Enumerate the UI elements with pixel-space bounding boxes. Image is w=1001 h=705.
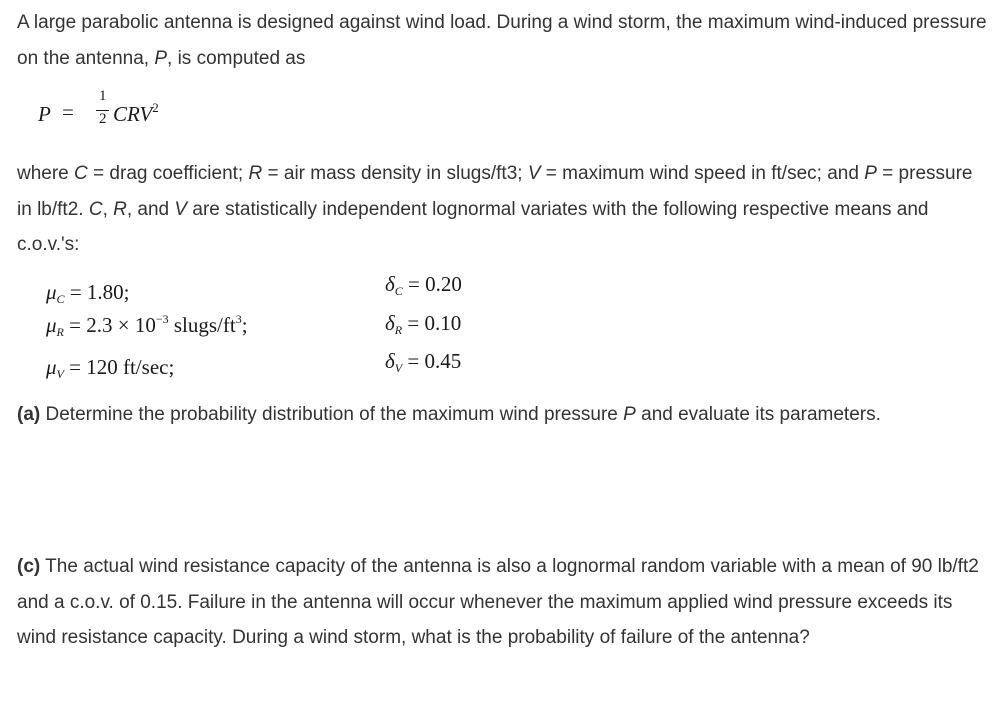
param-symbol: μ bbox=[46, 355, 57, 379]
param-subscript: V bbox=[394, 361, 403, 375]
definitions-var: C bbox=[74, 163, 88, 184]
param-symbol: δ bbox=[385, 311, 395, 335]
param-value: 1.80; bbox=[86, 280, 130, 304]
param-unit: slugs/ft bbox=[168, 313, 236, 337]
part-a-var-p: P bbox=[623, 404, 636, 425]
definitions-text: = air mass density in slugs/ft3; bbox=[262, 163, 528, 184]
param-value: 0.10 bbox=[424, 311, 462, 335]
param-value: 0.45 bbox=[424, 349, 462, 373]
formula-exponent: 2 bbox=[152, 100, 159, 115]
formula-numerator: 1 bbox=[99, 88, 107, 104]
part-a-label: (a) bbox=[17, 404, 41, 425]
param-value: 120 ft/sec; bbox=[86, 355, 175, 379]
definitions-text: , bbox=[102, 198, 114, 220]
param-terminator: ; bbox=[241, 313, 248, 337]
part-a-text-1: Determine the probability distribution of the maximum wind pressure bbox=[40, 404, 624, 425]
param-symbol: δ bbox=[385, 272, 395, 296]
definitions-var: R bbox=[113, 198, 127, 220]
param-equals: = bbox=[63, 355, 87, 379]
definitions-var: V bbox=[174, 198, 188, 220]
definitions-text: , and bbox=[126, 198, 175, 220]
param-exponent: −3 bbox=[155, 312, 169, 326]
param-equals: = bbox=[402, 272, 426, 296]
part-c-paragraph bbox=[17, 549, 987, 656]
intro-text-1: A large parabolic antenna is designed against wind load. During a wind storm, the maximum wind-induced pressure on the antenna, bbox=[17, 12, 987, 69]
param-mean-r bbox=[46, 313, 248, 338]
param-value: 0.20 bbox=[425, 272, 462, 296]
param-mean-c bbox=[46, 280, 130, 305]
definitions-var: C bbox=[88, 198, 103, 220]
param-cov-r bbox=[385, 311, 461, 336]
param-equals: = bbox=[63, 313, 87, 337]
formula-lhs: P bbox=[38, 102, 51, 126]
definitions-var: R bbox=[248, 163, 263, 184]
part-a-paragraph bbox=[17, 397, 987, 433]
part-c-text: The actual wind resistance capacity of the antenna is also a lognormal random variable with a mean of 90 lb/ft2 and a c.o.v. of 0.15. Failure in the antenna will occur whenever the maximum applied wind pressure exceeds its wind resistance capacity. During a wind storm, what is the probability of failure of the antenna? bbox=[17, 556, 979, 648]
formula-rhs-vars: CRV bbox=[113, 102, 153, 126]
param-mean-v bbox=[46, 355, 174, 380]
definitions-text: where bbox=[17, 163, 75, 184]
definitions-text: = maximum wind speed in ft/sec; and bbox=[540, 163, 865, 184]
param-subscript: C bbox=[56, 292, 65, 306]
definitions-paragraph bbox=[17, 156, 987, 263]
param-cov-v bbox=[385, 349, 461, 374]
param-subscript: R bbox=[394, 323, 403, 337]
param-subscript: C bbox=[394, 284, 403, 298]
definitions-var: V bbox=[527, 163, 541, 184]
param-subscript: R bbox=[56, 325, 64, 339]
intro-paragraph bbox=[17, 5, 987, 76]
part-c-label: (c) bbox=[17, 556, 41, 577]
param-equals: = bbox=[402, 311, 425, 335]
param-subscript: V bbox=[56, 367, 64, 381]
param-symbol: μ bbox=[46, 280, 57, 304]
intro-text-2: , is computed as bbox=[167, 47, 306, 69]
definitions-text: = pressure in lb/ft2. bbox=[17, 163, 973, 220]
formula-rhs bbox=[113, 102, 159, 127]
definitions-var: P bbox=[864, 163, 877, 184]
param-unit-exponent: 3 bbox=[235, 312, 242, 326]
intro-var-p: P bbox=[154, 47, 168, 69]
definitions-text: = drag coefficient; bbox=[87, 163, 249, 184]
param-equals: = bbox=[402, 349, 425, 373]
formula-equals: = bbox=[62, 100, 74, 124]
formula-denominator: 2 bbox=[99, 111, 107, 127]
param-value: 2.3 × 10 bbox=[86, 313, 156, 337]
param-symbol: δ bbox=[385, 349, 395, 373]
definitions-text: are statistically independent lognormal variates with the following respective means and c.o.v.'s: bbox=[17, 198, 929, 255]
param-symbol: μ bbox=[46, 313, 57, 337]
part-a-text-2: and evaluate its parameters. bbox=[635, 404, 881, 425]
param-equals: = bbox=[64, 280, 87, 304]
param-cov-c bbox=[385, 272, 462, 297]
